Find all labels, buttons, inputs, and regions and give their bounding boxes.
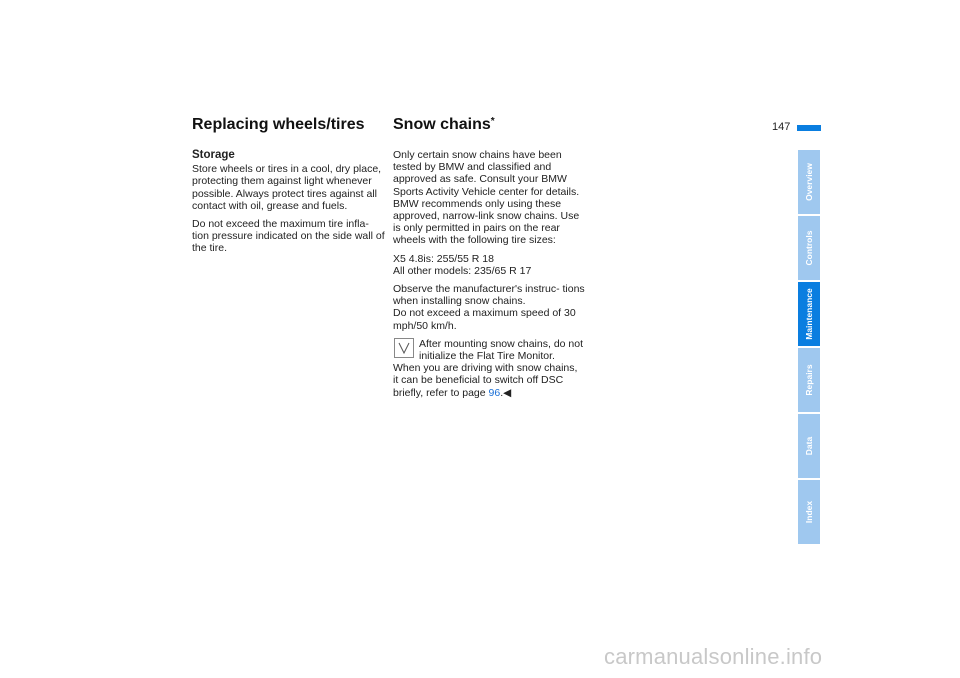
page-number: 147 (772, 121, 791, 133)
section-title-replacing-wheels: Replacing wheels/tires (192, 116, 365, 133)
option-asterisk: * (490, 116, 495, 127)
tab-overview-label: Overview (804, 163, 814, 201)
note-end-mark: .◀ (500, 386, 512, 399)
tab-maintenance[interactable] (798, 282, 820, 346)
storage-paragraph-2: Do not exceed the maximum tire infla- tion pressure indicated on the side wall of the tire. (192, 218, 385, 255)
note-icon (394, 338, 414, 358)
tab-repairs[interactable] (798, 348, 820, 412)
right-column (393, 149, 585, 405)
tire-size-x5: X5 4.8is: 255/55 R 18 (393, 252, 494, 265)
tab-overview[interactable] (798, 150, 820, 214)
speed-limit: Do not exceed a maximum speed of 30 mph/50 km/h. (393, 307, 576, 332)
storage-paragraph-1: Store wheels or tires in a cool, dry place, protecting them against light whenever possible. Always protect tires against all contact with oil, grease and fuels. (192, 163, 382, 212)
snow-chains-title-text: Snow chains (393, 116, 491, 133)
left-column (192, 149, 386, 261)
page-link-96[interactable]: 96 (488, 386, 501, 399)
section-title-snow-chains (393, 116, 495, 134)
storage-subhead: Storage (192, 149, 235, 161)
snow-chains-paragraph-1: Only certain snow chains have been tested by BMW and classified and approved as safe. Consult your BMW Sports Activity Vehicle center for details. BMW recommends only using these approved, narrow-link snow chains. Use is only permitted in pairs on the rear wheels with the following tire sizes: (393, 149, 580, 247)
installation-instructions: Observe the manufacturer's instruc- tions when installing snow chains. (393, 283, 585, 308)
note-rest: When you are driving with snow chains, it can be beneficial to switch off DSC briefly, refer to page (393, 362, 578, 399)
tab-repairs-label: Repairs (804, 364, 814, 396)
note-first-sentence: After mounting snow chains, do not initialize the Flat Tire Monitor. (419, 337, 584, 363)
watermark: carmanualsonline.info (604, 644, 823, 669)
page-marker (797, 125, 821, 131)
tab-controls[interactable] (798, 216, 820, 280)
tab-index[interactable] (798, 480, 820, 544)
note-block (393, 338, 585, 399)
section-tabs (798, 150, 820, 546)
tab-data-label: Data (804, 436, 814, 456)
tire-size-other: All other models: 235/65 R 17 (393, 264, 532, 277)
tab-controls-label: Controls (804, 230, 814, 266)
note-text (393, 338, 585, 399)
tab-data[interactable] (798, 414, 820, 478)
tab-index-label: Index (804, 500, 814, 524)
tab-maintenance-label: Maintenance (804, 288, 814, 340)
